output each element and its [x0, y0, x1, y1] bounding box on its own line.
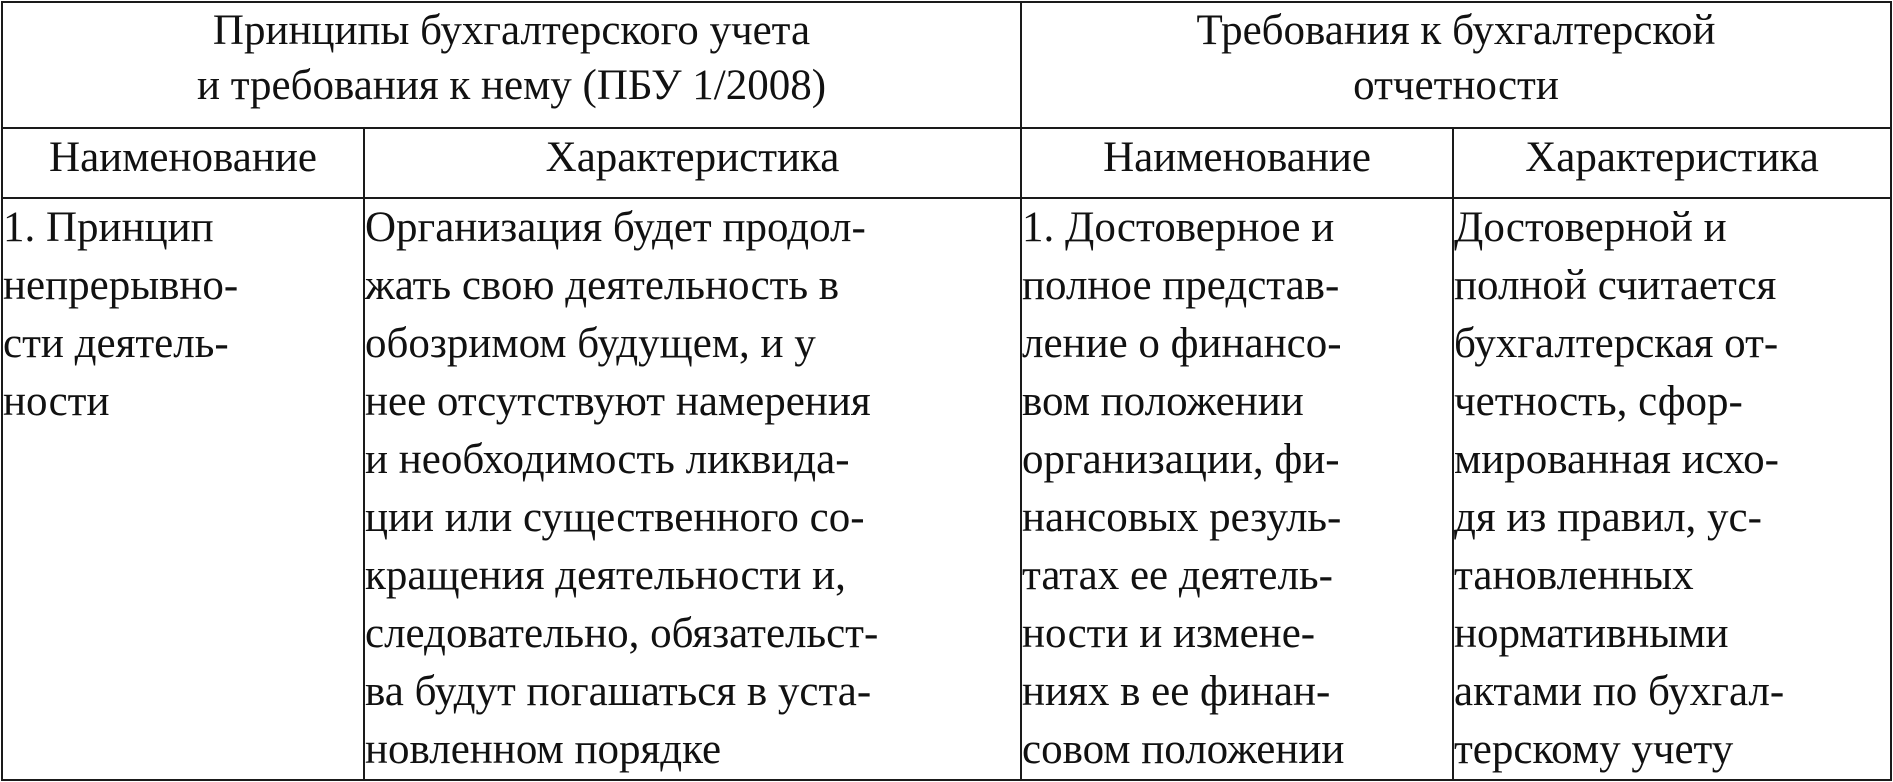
group-header-line: отчетности — [1353, 62, 1559, 109]
cell-line: обозримом будущем, и у — [365, 320, 816, 367]
table-row — [2, 198, 1891, 780]
cell-line: мированная исхо- — [1454, 436, 1779, 483]
cell-line: терскому учету — [1454, 726, 1734, 773]
cell-line: ниях в ее финан- — [1022, 668, 1331, 715]
cell-line: четность, сфор- — [1454, 378, 1743, 425]
cell-line: кращения деятельности и, — [365, 552, 846, 599]
cell-line: вом положении — [1022, 378, 1304, 425]
cell-line: 1. Достоверное и — [1022, 204, 1335, 251]
cell-line: тановленных — [1454, 552, 1694, 599]
cell-line: сти деятель- — [3, 320, 229, 367]
cell-line: и необходимость ликвида- — [365, 436, 850, 483]
cell-principle-characteristic — [364, 198, 1021, 780]
cell-line: Организация будет продол- — [365, 204, 866, 251]
group-header-reporting-requirements — [1021, 2, 1891, 128]
cell-line: совом положении — [1022, 726, 1345, 773]
cell-requirement-characteristic — [1453, 198, 1891, 780]
group-header-line: Принципы бухгалтерского учета — [212, 7, 811, 54]
column-header-characteristic-2: Характеристика — [1453, 128, 1891, 198]
group-header-line: и требования к нему (ПБУ 1/2008) — [196, 62, 827, 109]
cell-line: полной считается — [1454, 262, 1777, 309]
group-header-line: Требования к бухгалтерской — [1196, 7, 1716, 54]
cell-line: дя из правил, ус- — [1454, 494, 1762, 541]
cell-line: нормативными — [1454, 610, 1729, 657]
cell-line: новленном порядке — [365, 726, 722, 773]
column-header-name-2: Наименование — [1021, 128, 1453, 198]
column-header-name-1: Наименование — [2, 128, 364, 198]
cell-line: непрерывно- — [3, 262, 239, 309]
cell-line: актами по бухгал- — [1454, 668, 1785, 715]
cell-line: полное представ- — [1022, 262, 1340, 309]
column-header-row — [2, 128, 1891, 198]
cell-line: Достоверной и — [1454, 204, 1727, 251]
group-header-row — [2, 2, 1891, 128]
cell-line: ности — [3, 378, 110, 425]
cell-principle-name — [2, 198, 364, 780]
cell-line: 1. Принцип — [3, 204, 214, 251]
column-header-characteristic-1: Характеристика — [364, 128, 1021, 198]
cell-line: бухгалтерская от- — [1454, 320, 1779, 367]
cell-line: следовательно, обязательст- — [365, 610, 879, 657]
group-header-accounting-principles — [2, 2, 1021, 128]
cell-line: нее отсутствуют намерения — [365, 378, 871, 425]
cell-line: татах ее деятель- — [1022, 552, 1333, 599]
cell-line: ности и измене- — [1022, 610, 1316, 657]
cell-line: ление о финансо- — [1022, 320, 1342, 367]
cell-line: организации, фи- — [1022, 436, 1340, 483]
cell-line: нансовых резуль- — [1022, 494, 1342, 541]
cell-line: ции или существенного со- — [365, 494, 865, 541]
cell-line: жать свою деятельность в — [365, 262, 840, 309]
cell-requirement-name — [1021, 198, 1453, 780]
cell-line: ва будут погашаться в уста- — [365, 668, 872, 715]
accounting-principles-table — [1, 1, 1892, 781]
